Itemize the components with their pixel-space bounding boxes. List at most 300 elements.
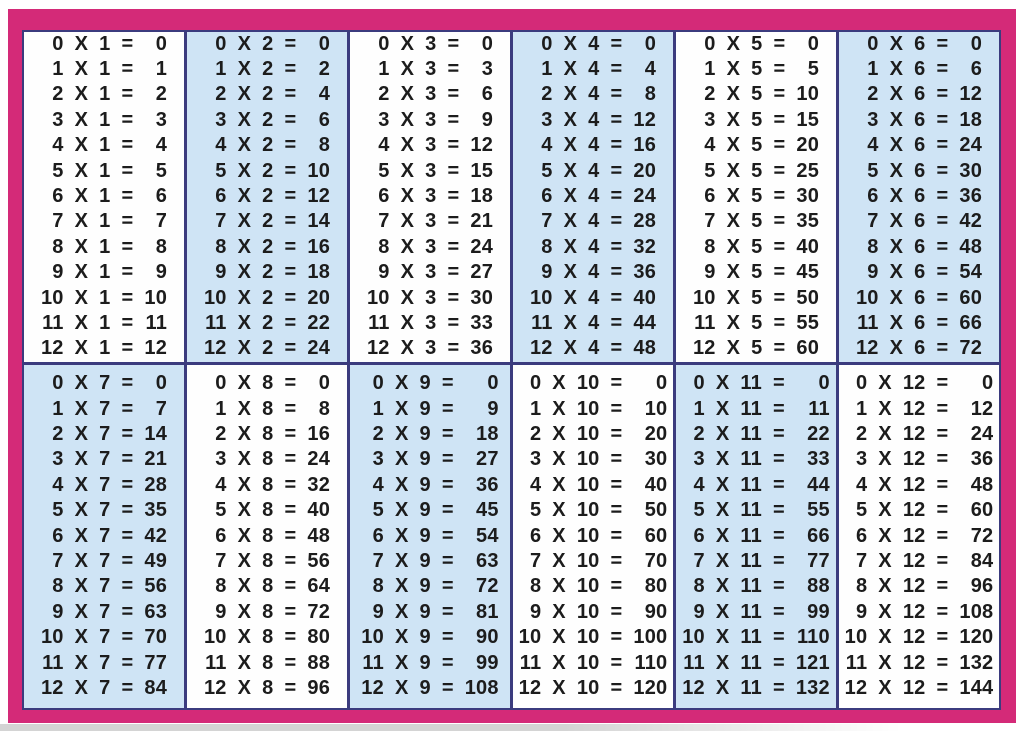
- multiplier: 9: [419, 549, 431, 572]
- equals-symbol: =: [284, 575, 297, 598]
- multiplier: 12: [902, 448, 926, 471]
- multiplicand: 9: [693, 600, 705, 623]
- table-11-panel: [676, 365, 836, 709]
- equals-symbol: =: [121, 626, 134, 649]
- multiplier: 5: [751, 32, 763, 55]
- equals-symbol: =: [610, 575, 623, 598]
- times-symbol: X: [878, 676, 892, 699]
- multiplier: 1: [99, 32, 111, 55]
- equals-symbol: =: [447, 261, 460, 284]
- times-symbol: X: [237, 235, 252, 258]
- multiplicand: 10: [40, 286, 64, 309]
- equals-symbol: =: [121, 651, 134, 674]
- multiplier: 4: [588, 235, 600, 258]
- multiplier: 3: [425, 210, 437, 233]
- equals-symbol: =: [610, 159, 623, 182]
- times-symbol: X: [878, 499, 892, 522]
- multiplier: 7: [99, 626, 111, 649]
- multiplicand: 1: [867, 58, 879, 81]
- equations-grid: [682, 371, 830, 701]
- multiplier: 5: [751, 235, 763, 258]
- product: 36: [633, 261, 657, 284]
- times-symbol: X: [726, 108, 741, 131]
- equals-symbol: =: [284, 448, 297, 471]
- equals-symbol: =: [936, 651, 949, 674]
- equals-symbol: =: [441, 473, 454, 496]
- times-symbol: X: [394, 448, 409, 471]
- times-symbol: X: [74, 210, 89, 233]
- product: 1: [155, 58, 168, 81]
- product: 121: [795, 651, 830, 674]
- equals-symbol: =: [284, 499, 297, 522]
- multiplier: 12: [902, 397, 926, 420]
- times-symbol: X: [237, 600, 252, 623]
- multiplicand: 0: [855, 372, 868, 395]
- multiplicand: 12: [40, 676, 64, 699]
- multiplier: 12: [902, 549, 926, 572]
- multiplier: 3: [425, 235, 437, 258]
- product: 40: [633, 286, 657, 309]
- product: 3: [481, 58, 494, 81]
- table-3-panel: [350, 32, 510, 362]
- product: 40: [307, 499, 331, 522]
- multiplicand: 10: [682, 626, 705, 649]
- product: 60: [796, 337, 820, 360]
- times-symbol: X: [715, 397, 730, 420]
- product: 84: [970, 549, 994, 572]
- product: 10: [644, 397, 668, 420]
- multiplier: 4: [588, 134, 600, 157]
- equals-symbol: =: [610, 261, 623, 284]
- multiplicand: 11: [694, 312, 716, 335]
- product: 20: [307, 286, 331, 309]
- equals-symbol: =: [121, 473, 134, 496]
- multiplier: 3: [425, 58, 437, 81]
- multiplicand: 4: [215, 473, 227, 496]
- product: 20: [633, 159, 657, 182]
- equals-symbol: =: [284, 549, 297, 572]
- multiplicand: 1: [52, 397, 64, 420]
- product: 72: [476, 575, 499, 598]
- multiplicand: 9: [378, 261, 390, 284]
- multiplier: 5: [751, 159, 763, 182]
- multiplier: 2: [262, 83, 274, 106]
- multiplier: 7: [99, 372, 111, 395]
- equals-symbol: =: [936, 210, 949, 233]
- multiplier: 6: [914, 312, 926, 335]
- multiplier: 6: [914, 286, 926, 309]
- times-symbol: X: [878, 575, 892, 598]
- multiplier: 3: [425, 286, 437, 309]
- table-9-panel: [350, 365, 510, 709]
- multiplier: 7: [99, 397, 111, 420]
- equals-symbol: =: [610, 83, 623, 106]
- equals-symbol: =: [121, 185, 134, 208]
- product: 0: [318, 32, 331, 55]
- product: 4: [318, 83, 331, 106]
- product: 70: [144, 626, 168, 649]
- multiplier: 12: [902, 651, 926, 674]
- multiplicand: 11: [531, 312, 553, 335]
- times-symbol: X: [563, 210, 578, 233]
- equals-symbol: =: [284, 524, 297, 547]
- multiplicand: 4: [215, 134, 227, 157]
- equals-symbol: =: [284, 235, 297, 258]
- multiplicand: 2: [215, 422, 227, 445]
- multiplicand: 2: [52, 422, 64, 445]
- multiplicand: 10: [203, 626, 227, 649]
- times-symbol: X: [715, 499, 730, 522]
- multiplicand: 9: [704, 261, 716, 284]
- product: 9: [155, 261, 168, 284]
- multiplicand: 2: [529, 422, 542, 445]
- multiplicand: 11: [42, 312, 64, 335]
- equals-symbol: =: [447, 83, 460, 106]
- table-12-panel: [839, 365, 999, 709]
- multiplier: 7: [99, 473, 111, 496]
- times-symbol: X: [715, 651, 730, 674]
- equals-symbol: =: [447, 58, 460, 81]
- equals-symbol: =: [610, 422, 623, 445]
- equals-symbol: =: [773, 337, 786, 360]
- times-symbol: X: [552, 575, 566, 598]
- multiplier: 6: [914, 261, 926, 284]
- multiplicand: 6: [529, 524, 542, 547]
- product: 132: [795, 676, 830, 699]
- equals-symbol: =: [772, 422, 785, 445]
- product: 63: [476, 549, 499, 572]
- multiplicand: 12: [203, 337, 227, 360]
- product: 10: [796, 83, 820, 106]
- product: 7: [155, 397, 168, 420]
- product: 100: [633, 626, 668, 649]
- equals-symbol: =: [447, 32, 460, 55]
- equals-symbol: =: [936, 134, 949, 157]
- multiplier: 6: [914, 210, 926, 233]
- multiplicand: 6: [378, 185, 390, 208]
- equals-symbol: =: [121, 397, 134, 420]
- product: 24: [970, 422, 994, 445]
- product: 60: [970, 499, 994, 522]
- multiplicand: 11: [42, 651, 64, 674]
- multiplier: 9: [419, 600, 431, 623]
- times-symbol: X: [394, 626, 409, 649]
- multiplier: 9: [419, 499, 431, 522]
- equals-symbol: =: [447, 337, 460, 360]
- multiplier: 7: [99, 524, 111, 547]
- times-symbol: X: [237, 32, 252, 55]
- product: 96: [970, 575, 994, 598]
- table-2-panel: [187, 32, 347, 362]
- equations-grid: [41, 371, 167, 701]
- equals-symbol: =: [772, 372, 785, 395]
- multiplicand: 8: [378, 235, 390, 258]
- product: 56: [144, 575, 168, 598]
- equals-symbol: =: [936, 473, 949, 496]
- product: 36: [470, 337, 494, 360]
- equals-symbol: =: [447, 286, 460, 309]
- product: 81: [476, 600, 499, 623]
- equals-symbol: =: [441, 676, 454, 699]
- equals-symbol: =: [772, 397, 785, 420]
- multiplier: 5: [751, 58, 763, 81]
- product: 70: [644, 549, 668, 572]
- product: 8: [644, 83, 657, 106]
- times-symbol: X: [552, 676, 566, 699]
- multiplier: 6: [914, 185, 926, 208]
- product: 144: [959, 676, 994, 699]
- equals-symbol: =: [441, 448, 454, 471]
- product: 16: [633, 134, 657, 157]
- product: 120: [959, 626, 994, 649]
- times-symbol: X: [237, 58, 252, 81]
- product: 6: [155, 185, 168, 208]
- equals-symbol: =: [610, 337, 623, 360]
- times-symbol: X: [878, 473, 892, 496]
- multiplicand: 6: [704, 185, 716, 208]
- equals-symbol: =: [447, 235, 460, 258]
- times-symbol: X: [237, 372, 252, 395]
- product: 90: [644, 600, 668, 623]
- multiplier: 2: [262, 235, 274, 258]
- times-symbol: X: [552, 524, 566, 547]
- product: 6: [970, 58, 983, 81]
- product: 90: [476, 626, 499, 649]
- equations-grid: [41, 32, 167, 362]
- times-symbol: X: [878, 600, 892, 623]
- times-symbol: X: [878, 651, 892, 674]
- product: 0: [481, 32, 494, 55]
- equals-symbol: =: [772, 549, 785, 572]
- multiplicand: 6: [867, 185, 879, 208]
- multiplier: 6: [914, 337, 926, 360]
- multiplicand: 4: [704, 134, 716, 157]
- product: 15: [796, 108, 820, 131]
- multiplicand: 0: [52, 372, 64, 395]
- equals-symbol: =: [936, 499, 949, 522]
- equals-symbol: =: [936, 626, 949, 649]
- equals-symbol: =: [772, 448, 785, 471]
- times-symbol: X: [74, 676, 89, 699]
- times-symbol: X: [394, 575, 409, 598]
- multiplicand: 10: [692, 286, 716, 309]
- multiplier: 7: [99, 651, 111, 674]
- multiplicand: 8: [693, 575, 705, 598]
- multiplicand: 11: [205, 312, 227, 335]
- times-symbol: X: [878, 549, 892, 572]
- multiplicand: 12: [203, 676, 227, 699]
- equals-symbol: =: [284, 159, 297, 182]
- times-symbol: X: [726, 185, 741, 208]
- product: 108: [959, 600, 994, 623]
- multiplier: 6: [914, 108, 926, 131]
- product: 35: [144, 499, 168, 522]
- multiplicand: 7: [215, 549, 227, 572]
- product: 55: [796, 312, 820, 335]
- multiplicand: 1: [541, 58, 553, 81]
- times-symbol: X: [563, 312, 578, 335]
- multiplicand: 0: [215, 32, 227, 55]
- multiplicand: 2: [693, 422, 705, 445]
- multiplicand: 11: [205, 651, 227, 674]
- times-symbol: X: [563, 58, 578, 81]
- multiplier: 3: [425, 83, 437, 106]
- product: 54: [476, 524, 499, 547]
- multiplicand: 9: [541, 261, 553, 284]
- equals-symbol: =: [284, 676, 297, 699]
- times-symbol: X: [74, 473, 89, 496]
- multiplicand: 4: [855, 473, 868, 496]
- equals-symbol: =: [284, 372, 297, 395]
- equals-symbol: =: [284, 626, 297, 649]
- multiplier: 1: [99, 286, 111, 309]
- times-symbol: X: [726, 159, 741, 182]
- times-symbol: X: [237, 524, 252, 547]
- product: 110: [634, 651, 668, 674]
- product: 35: [796, 210, 820, 233]
- multiplicand: 9: [52, 261, 64, 284]
- multiplicand: 7: [529, 549, 542, 572]
- table-6-panel: [839, 32, 999, 362]
- times-symbol: X: [74, 372, 89, 395]
- multiplier: 8: [262, 448, 274, 471]
- multiplier: 8: [262, 600, 274, 623]
- equals-symbol: =: [772, 575, 785, 598]
- equals-symbol: =: [441, 575, 454, 598]
- equations-grid: [361, 371, 498, 701]
- equals-symbol: =: [121, 499, 134, 522]
- table-8-panel: [187, 365, 347, 709]
- equals-symbol: =: [936, 524, 949, 547]
- multiplier: 8: [262, 422, 274, 445]
- multiplier: 4: [588, 83, 600, 106]
- product: 5: [807, 58, 820, 81]
- times-symbol: X: [878, 448, 892, 471]
- multiplier: 4: [588, 32, 600, 55]
- times-symbol: X: [237, 575, 252, 598]
- multiplier: 10: [576, 473, 600, 496]
- multiplicand: 7: [693, 549, 705, 572]
- times-symbol: X: [237, 108, 252, 131]
- times-symbol: X: [889, 235, 904, 258]
- equals-symbol: =: [610, 372, 623, 395]
- multiplier: 12: [902, 676, 926, 699]
- multiplicand: 12: [40, 337, 64, 360]
- multiplicand: 10: [844, 626, 868, 649]
- multiplicand: 3: [215, 448, 227, 471]
- product: 30: [796, 185, 820, 208]
- multiplicand: 3: [855, 448, 868, 471]
- multiplier: 5: [751, 108, 763, 131]
- times-symbol: X: [237, 676, 252, 699]
- product: 0: [487, 372, 499, 395]
- product: 12: [470, 134, 494, 157]
- product: 36: [476, 473, 499, 496]
- multiplier: 2: [262, 261, 274, 284]
- times-symbol: X: [400, 159, 415, 182]
- product: 36: [970, 448, 994, 471]
- times-symbol: X: [552, 499, 566, 522]
- multiplier: 11: [740, 600, 762, 623]
- times-symbol: X: [400, 286, 415, 309]
- product: 60: [959, 286, 983, 309]
- equals-symbol: =: [610, 651, 623, 674]
- times-symbol: X: [74, 134, 89, 157]
- equals-symbol: =: [121, 134, 134, 157]
- product: 24: [470, 235, 494, 258]
- product: 45: [476, 499, 499, 522]
- multiplier: 11: [740, 676, 762, 699]
- equals-symbol: =: [773, 83, 786, 106]
- times-symbol: X: [889, 159, 904, 182]
- product: 22: [807, 422, 830, 445]
- equals-symbol: =: [936, 422, 949, 445]
- equals-symbol: =: [121, 448, 134, 471]
- product: 0: [155, 372, 168, 395]
- times-symbol: X: [74, 448, 89, 471]
- multiplicand: 9: [529, 600, 542, 623]
- multiplicand: 8: [855, 575, 868, 598]
- times-symbol: X: [889, 261, 904, 284]
- equals-symbol: =: [441, 600, 454, 623]
- multiplicand: 8: [52, 575, 64, 598]
- multiplicand: 5: [372, 499, 384, 522]
- product: 20: [796, 134, 820, 157]
- times-symbol: X: [394, 473, 409, 496]
- multiplicand: 5: [704, 159, 716, 182]
- multiplicand: 10: [366, 286, 390, 309]
- multiplier: 6: [914, 58, 926, 81]
- multiplier: 9: [419, 651, 431, 674]
- times-symbol: X: [726, 32, 741, 55]
- equals-symbol: =: [284, 261, 297, 284]
- multiplicand: 0: [372, 372, 384, 395]
- product: 5: [155, 159, 168, 182]
- times-symbol: X: [563, 337, 578, 360]
- times-symbol: X: [400, 58, 415, 81]
- multiplier: 10: [576, 499, 600, 522]
- times-symbol: X: [563, 286, 578, 309]
- product: 11: [145, 312, 168, 335]
- multiplicand: 8: [704, 235, 716, 258]
- product: 42: [959, 210, 983, 233]
- multiplicand: 4: [693, 473, 705, 496]
- table-4-panel: [513, 32, 673, 362]
- product: 56: [307, 549, 331, 572]
- multiplier: 2: [262, 58, 274, 81]
- equals-symbol: =: [121, 312, 134, 335]
- multiplicand: 8: [867, 235, 879, 258]
- equals-symbol: =: [772, 499, 785, 522]
- product: 77: [807, 549, 830, 572]
- product: 36: [959, 185, 983, 208]
- multiplicand: 8: [52, 235, 64, 258]
- times-symbol: X: [237, 626, 252, 649]
- multiplier: 7: [99, 600, 111, 623]
- times-symbol: X: [74, 159, 89, 182]
- multiplier: 12: [902, 372, 926, 395]
- multiplier: 4: [588, 108, 600, 131]
- multiplier: 7: [99, 549, 111, 572]
- times-symbol: X: [74, 32, 89, 55]
- times-symbol: X: [400, 235, 415, 258]
- multiplier: 10: [576, 448, 600, 471]
- multiplicand: 1: [378, 58, 390, 81]
- times-symbol: X: [237, 337, 252, 360]
- equals-symbol: =: [936, 549, 949, 572]
- multiplier: 5: [751, 210, 763, 233]
- multiplier: 1: [99, 312, 111, 335]
